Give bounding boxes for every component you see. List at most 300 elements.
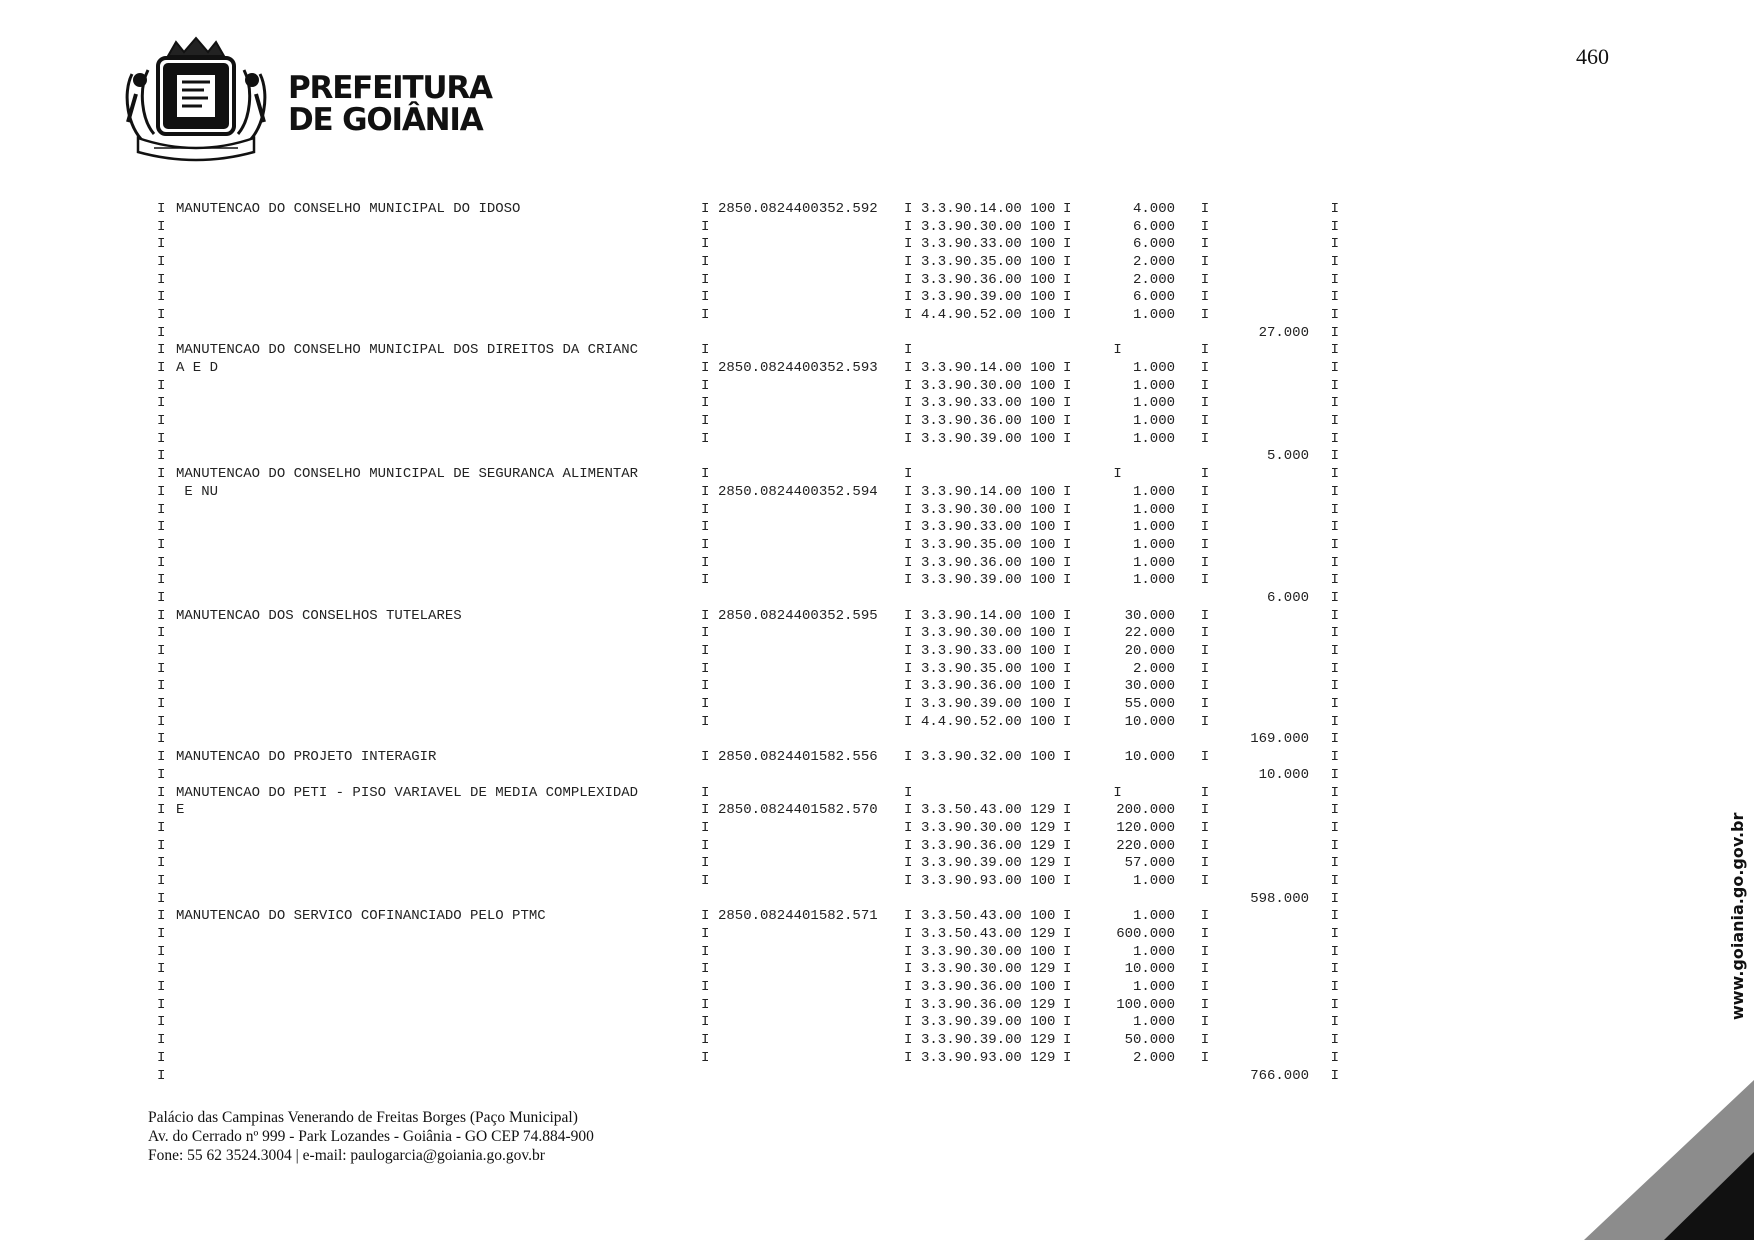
item-value: 10.000 xyxy=(1124,961,1175,978)
column-separator: I xyxy=(1063,749,1072,766)
column-separator: I xyxy=(701,855,710,872)
column-separator: I xyxy=(157,819,166,836)
item-value: 100.000 xyxy=(1116,996,1175,1013)
column-separator: I xyxy=(904,784,913,801)
item-value: 10.000 xyxy=(1124,749,1175,766)
column-separator: I xyxy=(1330,943,1339,960)
column-separator: I xyxy=(1330,289,1339,306)
column-separator: I xyxy=(1200,554,1210,571)
column-separator: I xyxy=(904,996,913,1013)
column-separator: I xyxy=(157,395,166,412)
ledger-row xyxy=(157,465,1339,483)
expense-nature: 3.3.90.36.00 100 xyxy=(921,678,1056,695)
item-value: 1.000 xyxy=(1132,483,1175,500)
expense-nature: 3.3.90.33.00 100 xyxy=(921,643,1056,660)
column-separator: I xyxy=(1330,784,1339,801)
column-separator: I xyxy=(1200,536,1210,553)
ledger-row xyxy=(157,713,1339,731)
expense-nature: 3.3.90.39.00 100 xyxy=(921,430,1056,447)
column-separator: I xyxy=(1063,271,1072,288)
ledger-row xyxy=(157,1031,1339,1049)
column-separator: I xyxy=(1330,766,1339,783)
column-separator: I xyxy=(1330,643,1339,660)
column-separator: I xyxy=(904,466,913,483)
expense-nature: 3.3.90.39.00 100 xyxy=(921,696,1056,713)
column-separator: I xyxy=(1200,1049,1210,1066)
expense-nature: 3.3.90.39.00 129 xyxy=(921,855,1056,872)
page-number: 460 xyxy=(1576,44,1609,69)
column-separator: I xyxy=(1063,996,1072,1013)
column-separator: I xyxy=(1200,1014,1210,1031)
column-separator: I xyxy=(701,554,710,571)
brand-name xyxy=(288,72,492,136)
column-separator: I xyxy=(701,961,710,978)
ledger-row xyxy=(157,288,1339,306)
column-separator: I xyxy=(701,271,710,288)
column-separator: I xyxy=(701,625,710,642)
ledger-row xyxy=(157,784,1339,802)
expense-nature: 3.3.90.14.00 100 xyxy=(921,200,1056,217)
expense-nature: 3.3.90.30.00 129 xyxy=(921,961,1056,978)
column-separator: I xyxy=(157,342,166,359)
column-separator: I xyxy=(1200,802,1210,819)
expense-nature: 3.3.50.43.00 129 xyxy=(921,802,1056,819)
column-separator: I xyxy=(701,289,710,306)
column-separator: I xyxy=(1330,572,1339,589)
ledger-row xyxy=(157,978,1339,996)
column-separator: I xyxy=(1330,413,1339,430)
column-separator: I xyxy=(701,784,710,801)
ledger-row xyxy=(157,660,1339,678)
column-separator: I xyxy=(1330,926,1339,943)
expense-nature: 3.3.90.36.00 129 xyxy=(921,996,1056,1013)
column-separator: I xyxy=(1200,819,1210,836)
column-separator: I xyxy=(1063,784,1122,801)
column-separator: I xyxy=(904,908,913,925)
column-separator: I xyxy=(1200,696,1210,713)
column-separator: I xyxy=(1330,483,1339,500)
column-separator: I xyxy=(1063,501,1072,518)
item-value: 20.000 xyxy=(1124,643,1175,660)
column-separator: I xyxy=(1063,554,1072,571)
column-separator: I xyxy=(157,890,166,907)
column-separator: I xyxy=(1063,855,1072,872)
expense-nature: 3.3.90.39.00 100 xyxy=(921,572,1056,589)
program-code: 2850.0824401582.570 xyxy=(718,802,878,819)
column-separator: I xyxy=(701,377,710,394)
column-separator: I xyxy=(904,200,913,217)
column-separator: I xyxy=(1063,678,1072,695)
item-value: 6.000 xyxy=(1132,236,1175,253)
program-code: 2850.0824401582.556 xyxy=(718,749,878,766)
column-separator: I xyxy=(157,713,166,730)
item-value: 2.000 xyxy=(1132,253,1175,270)
column-separator: I xyxy=(157,306,166,323)
column-separator: I xyxy=(1200,837,1210,854)
column-separator: I xyxy=(157,360,166,377)
ledger-row xyxy=(157,642,1339,660)
item-value: 1.000 xyxy=(1132,413,1175,430)
column-separator: I xyxy=(157,1067,166,1084)
item-value: 1.000 xyxy=(1132,554,1175,571)
column-separator: I xyxy=(1330,837,1339,854)
column-separator: I xyxy=(1330,625,1339,642)
column-separator: I xyxy=(157,483,166,500)
expense-nature: 3.3.90.36.00 100 xyxy=(921,413,1056,430)
column-separator: I xyxy=(701,466,710,483)
column-separator: I xyxy=(157,413,166,430)
item-value: 4.000 xyxy=(1132,200,1175,217)
ledger-row xyxy=(157,359,1339,377)
column-separator: I xyxy=(1063,1032,1072,1049)
column-separator: I xyxy=(1200,979,1210,996)
column-separator: I xyxy=(1063,943,1072,960)
column-separator: I xyxy=(1200,572,1210,589)
corner-triangle-decoration xyxy=(1584,1080,1754,1240)
item-value: 57.000 xyxy=(1124,855,1175,872)
column-separator: I xyxy=(701,607,710,624)
row-description: MANUTENCAO DO CONSELHO MUNICIPAL DOS DIREITOS DA CRIANC xyxy=(176,342,639,359)
column-separator: I xyxy=(1330,660,1339,677)
column-separator: I xyxy=(157,784,166,801)
column-separator: I xyxy=(1200,908,1210,925)
column-separator: I xyxy=(1063,572,1072,589)
column-separator: I xyxy=(701,430,710,447)
column-separator: I xyxy=(701,749,710,766)
item-value: 1.000 xyxy=(1132,306,1175,323)
expense-nature: 3.3.90.32.00 100 xyxy=(921,749,1056,766)
item-value: 30.000 xyxy=(1124,607,1175,624)
subtotal-value: 169.000 xyxy=(1250,731,1309,748)
column-separator: I xyxy=(157,501,166,518)
column-separator: I xyxy=(1063,696,1072,713)
program-code: 2850.0824401582.571 xyxy=(718,908,878,925)
column-separator: I xyxy=(1200,218,1210,235)
ledger-row xyxy=(157,430,1339,448)
ledger-row xyxy=(157,536,1339,554)
column-separator: I xyxy=(904,607,913,624)
column-separator: I xyxy=(904,572,913,589)
row-description: E xyxy=(176,802,185,819)
footer-line-3: Fone: 55 62 3524.3004 | e-mail: paulogarcia@goiania.go.gov.br xyxy=(148,1147,545,1164)
column-separator: I xyxy=(1200,996,1210,1013)
column-separator: I xyxy=(1063,837,1072,854)
column-separator: I xyxy=(701,802,710,819)
column-separator: I xyxy=(157,218,166,235)
column-separator: I xyxy=(904,430,913,447)
column-separator: I xyxy=(1200,678,1210,695)
expense-nature: 3.3.90.30.00 100 xyxy=(921,943,1056,960)
item-value: 30.000 xyxy=(1124,678,1175,695)
column-separator: I xyxy=(701,926,710,943)
column-separator: I xyxy=(1063,713,1072,730)
column-separator: I xyxy=(904,819,913,836)
column-separator: I xyxy=(1200,483,1210,500)
column-separator: I xyxy=(1063,306,1072,323)
column-separator: I xyxy=(904,342,913,359)
ledger-row xyxy=(157,501,1339,519)
expense-nature: 3.3.90.36.00 100 xyxy=(921,554,1056,571)
column-separator: I xyxy=(1063,536,1072,553)
expense-nature: 3.3.50.43.00 100 xyxy=(921,908,1056,925)
column-separator: I xyxy=(1063,872,1072,889)
expense-nature: 3.3.90.30.00 129 xyxy=(921,819,1056,836)
expense-nature: 3.3.90.33.00 100 xyxy=(921,395,1056,412)
item-value: 1.000 xyxy=(1132,572,1175,589)
column-separator: I xyxy=(1063,908,1072,925)
ledger-row xyxy=(157,908,1339,926)
column-separator: I xyxy=(904,395,913,412)
column-separator: I xyxy=(1200,749,1210,766)
column-separator: I xyxy=(701,1049,710,1066)
ledger-row xyxy=(157,837,1339,855)
expense-nature: 3.3.90.14.00 100 xyxy=(921,607,1056,624)
column-separator: I xyxy=(904,1049,913,1066)
ledger-row xyxy=(157,395,1339,413)
column-separator: I xyxy=(1330,678,1339,695)
expense-nature: 3.3.90.39.00 100 xyxy=(921,1014,1056,1031)
column-separator: I xyxy=(904,643,913,660)
item-value: 22.000 xyxy=(1124,625,1175,642)
column-separator: I xyxy=(701,979,710,996)
ledger-row xyxy=(157,571,1339,589)
column-separator: I xyxy=(1200,289,1210,306)
column-separator: I xyxy=(1330,589,1339,606)
expense-nature: 3.3.90.33.00 100 xyxy=(921,236,1056,253)
column-separator: I xyxy=(701,306,710,323)
row-description: MANUTENCAO DO CONSELHO MUNICIPAL DE SEGURANCA ALIMENTAR xyxy=(176,466,639,483)
column-separator: I xyxy=(1330,855,1339,872)
column-separator: I xyxy=(1200,466,1210,483)
column-separator: I xyxy=(157,253,166,270)
ledger-total-row xyxy=(157,766,1339,784)
expense-nature: 3.3.90.30.00 100 xyxy=(921,501,1056,518)
column-separator: I xyxy=(904,289,913,306)
item-value: 600.000 xyxy=(1116,926,1175,943)
item-value: 1.000 xyxy=(1132,360,1175,377)
column-separator: I xyxy=(1063,430,1072,447)
column-separator: I xyxy=(1330,696,1339,713)
ledger-row xyxy=(157,342,1339,360)
ledger-total-row xyxy=(157,1067,1339,1085)
item-value: 120.000 xyxy=(1116,819,1175,836)
column-separator: I xyxy=(1330,236,1339,253)
column-separator: I xyxy=(904,660,913,677)
column-separator: I xyxy=(904,218,913,235)
column-separator: I xyxy=(904,625,913,642)
column-separator: I xyxy=(157,377,166,394)
budget-ledger xyxy=(157,200,1339,1084)
column-separator: I xyxy=(1063,1014,1072,1031)
column-separator: I xyxy=(1063,200,1072,217)
ledger-row xyxy=(157,925,1339,943)
ledger-row xyxy=(157,483,1339,501)
column-separator: I xyxy=(1063,519,1072,536)
column-separator: I xyxy=(1330,342,1339,359)
column-separator: I xyxy=(1330,1067,1339,1084)
expense-nature: 3.3.90.14.00 100 xyxy=(921,360,1056,377)
row-description: MANUTENCAO DO PETI - PISO VARIAVEL DE MEDIA COMPLEXIDAD xyxy=(176,784,639,801)
brand-line-2: DE GOIÂNIA xyxy=(288,102,483,138)
column-separator: I xyxy=(1330,979,1339,996)
column-separator: I xyxy=(157,678,166,695)
ledger-total-row xyxy=(157,731,1339,749)
ledger-row xyxy=(157,1014,1339,1032)
column-separator: I xyxy=(1063,342,1122,359)
column-separator: I xyxy=(1063,607,1072,624)
column-separator: I xyxy=(904,377,913,394)
column-separator: I xyxy=(1330,218,1339,235)
column-separator: I xyxy=(701,943,710,960)
expense-nature: 3.3.90.36.00 100 xyxy=(921,979,1056,996)
column-separator: I xyxy=(1200,713,1210,730)
column-separator: I xyxy=(1330,536,1339,553)
column-separator: I xyxy=(1330,360,1339,377)
row-description: MANUTENCAO DOS CONSELHOS TUTELARES xyxy=(176,607,462,624)
column-separator: I xyxy=(1330,306,1339,323)
item-value: 1.000 xyxy=(1132,536,1175,553)
column-separator: I xyxy=(1330,713,1339,730)
column-separator: I xyxy=(1063,466,1122,483)
column-separator: I xyxy=(904,519,913,536)
expense-nature: 3.3.90.35.00 100 xyxy=(921,660,1056,677)
row-description: A E D xyxy=(176,360,219,377)
column-separator: I xyxy=(1330,430,1339,447)
column-separator: I xyxy=(701,908,710,925)
item-value: 1.000 xyxy=(1132,501,1175,518)
column-separator: I xyxy=(1063,961,1072,978)
expense-nature: 3.3.90.35.00 100 xyxy=(921,253,1056,270)
footer-line-1: Palácio das Campinas Venerando de Freitas Borges (Paço Municipal) xyxy=(148,1109,578,1126)
column-separator: I xyxy=(157,289,166,306)
column-separator: I xyxy=(904,554,913,571)
ledger-row xyxy=(157,801,1339,819)
ledger-row xyxy=(157,819,1339,837)
item-value: 10.000 xyxy=(1124,713,1175,730)
column-separator: I xyxy=(157,554,166,571)
item-value: 2.000 xyxy=(1132,1049,1175,1066)
ledger-row xyxy=(157,306,1339,324)
column-separator: I xyxy=(1063,289,1072,306)
column-separator: I xyxy=(904,236,913,253)
ledger-row xyxy=(157,854,1339,872)
program-code: 2850.0824400352.594 xyxy=(718,483,878,500)
column-separator: I xyxy=(157,837,166,854)
subtotal-value: 598.000 xyxy=(1250,890,1309,907)
ledger-row xyxy=(157,218,1339,236)
brand-line-1: PREFEITURA xyxy=(288,70,492,106)
column-separator: I xyxy=(904,483,913,500)
column-separator: I xyxy=(701,996,710,1013)
column-separator: I xyxy=(1200,377,1210,394)
column-separator: I xyxy=(701,1014,710,1031)
row-description: MANUTENCAO DO SERVICO COFINANCIADO PELO PTMC xyxy=(176,908,546,925)
column-separator: I xyxy=(701,395,710,412)
item-value: 1.000 xyxy=(1132,519,1175,536)
column-separator: I xyxy=(157,448,166,465)
column-separator: I xyxy=(1330,324,1339,341)
column-separator: I xyxy=(1200,342,1210,359)
ledger-row xyxy=(157,377,1339,395)
column-separator: I xyxy=(1063,819,1072,836)
ledger-row xyxy=(157,872,1339,890)
column-separator: I xyxy=(1200,236,1210,253)
column-separator: I xyxy=(701,342,710,359)
column-separator: I xyxy=(1330,996,1339,1013)
column-separator: I xyxy=(157,607,166,624)
column-separator: I xyxy=(1330,253,1339,270)
column-separator: I xyxy=(157,961,166,978)
footer-line-2: Av. do Cerrado nº 999 - Park Lozandes - Goiânia - GO CEP 74.884-900 xyxy=(148,1128,594,1145)
expense-nature: 4.4.90.52.00 100 xyxy=(921,713,1056,730)
subtotal-value: 6.000 xyxy=(1266,589,1309,606)
column-separator: I xyxy=(157,625,166,642)
column-separator: I xyxy=(1330,395,1339,412)
subtotal-value: 5.000 xyxy=(1266,448,1309,465)
column-separator: I xyxy=(701,413,710,430)
item-value: 1.000 xyxy=(1132,430,1175,447)
column-separator: I xyxy=(904,360,913,377)
column-separator: I xyxy=(1063,236,1072,253)
ledger-row xyxy=(157,235,1339,253)
expense-nature: 4.4.90.52.00 100 xyxy=(921,306,1056,323)
column-separator: I xyxy=(1200,413,1210,430)
column-separator: I xyxy=(157,996,166,1013)
ledger-row xyxy=(157,695,1339,713)
column-separator: I xyxy=(1330,819,1339,836)
column-separator: I xyxy=(701,572,710,589)
column-separator: I xyxy=(904,413,913,430)
expense-nature: 3.3.90.30.00 100 xyxy=(921,377,1056,394)
ledger-row xyxy=(157,1049,1339,1067)
column-separator: I xyxy=(1200,271,1210,288)
column-separator: I xyxy=(1063,802,1072,819)
item-value: 1.000 xyxy=(1132,1014,1175,1031)
website-url: www.goiania.go.gov.br xyxy=(1728,812,1747,1020)
row-description: E NU xyxy=(176,483,219,500)
column-separator: I xyxy=(904,501,913,518)
column-separator: I xyxy=(1330,377,1339,394)
column-separator: I xyxy=(1063,660,1072,677)
column-separator: I xyxy=(904,979,913,996)
item-value: 2.000 xyxy=(1132,271,1175,288)
column-separator: I xyxy=(157,1014,166,1031)
column-separator: I xyxy=(701,678,710,695)
column-separator: I xyxy=(1063,395,1072,412)
column-separator: I xyxy=(1063,483,1072,500)
column-separator: I xyxy=(1200,519,1210,536)
item-value: 1.000 xyxy=(1132,377,1175,394)
column-separator: I xyxy=(1330,200,1339,217)
item-value: 220.000 xyxy=(1116,837,1175,854)
ledger-row xyxy=(157,748,1339,766)
column-separator: I xyxy=(701,218,710,235)
column-separator: I xyxy=(157,908,166,925)
column-separator: I xyxy=(1330,749,1339,766)
column-separator: I xyxy=(1200,660,1210,677)
column-separator: I xyxy=(157,536,166,553)
column-separator: I xyxy=(1063,1049,1072,1066)
column-separator: I xyxy=(1200,395,1210,412)
ledger-row xyxy=(157,678,1339,696)
column-separator: I xyxy=(1330,466,1339,483)
subtotal-value: 27.000 xyxy=(1258,324,1309,341)
ledger-row xyxy=(157,200,1339,218)
column-separator: I xyxy=(904,749,913,766)
expense-nature: 3.3.90.39.00 129 xyxy=(921,1032,1056,1049)
column-separator: I xyxy=(1200,872,1210,889)
column-separator: I xyxy=(1330,908,1339,925)
